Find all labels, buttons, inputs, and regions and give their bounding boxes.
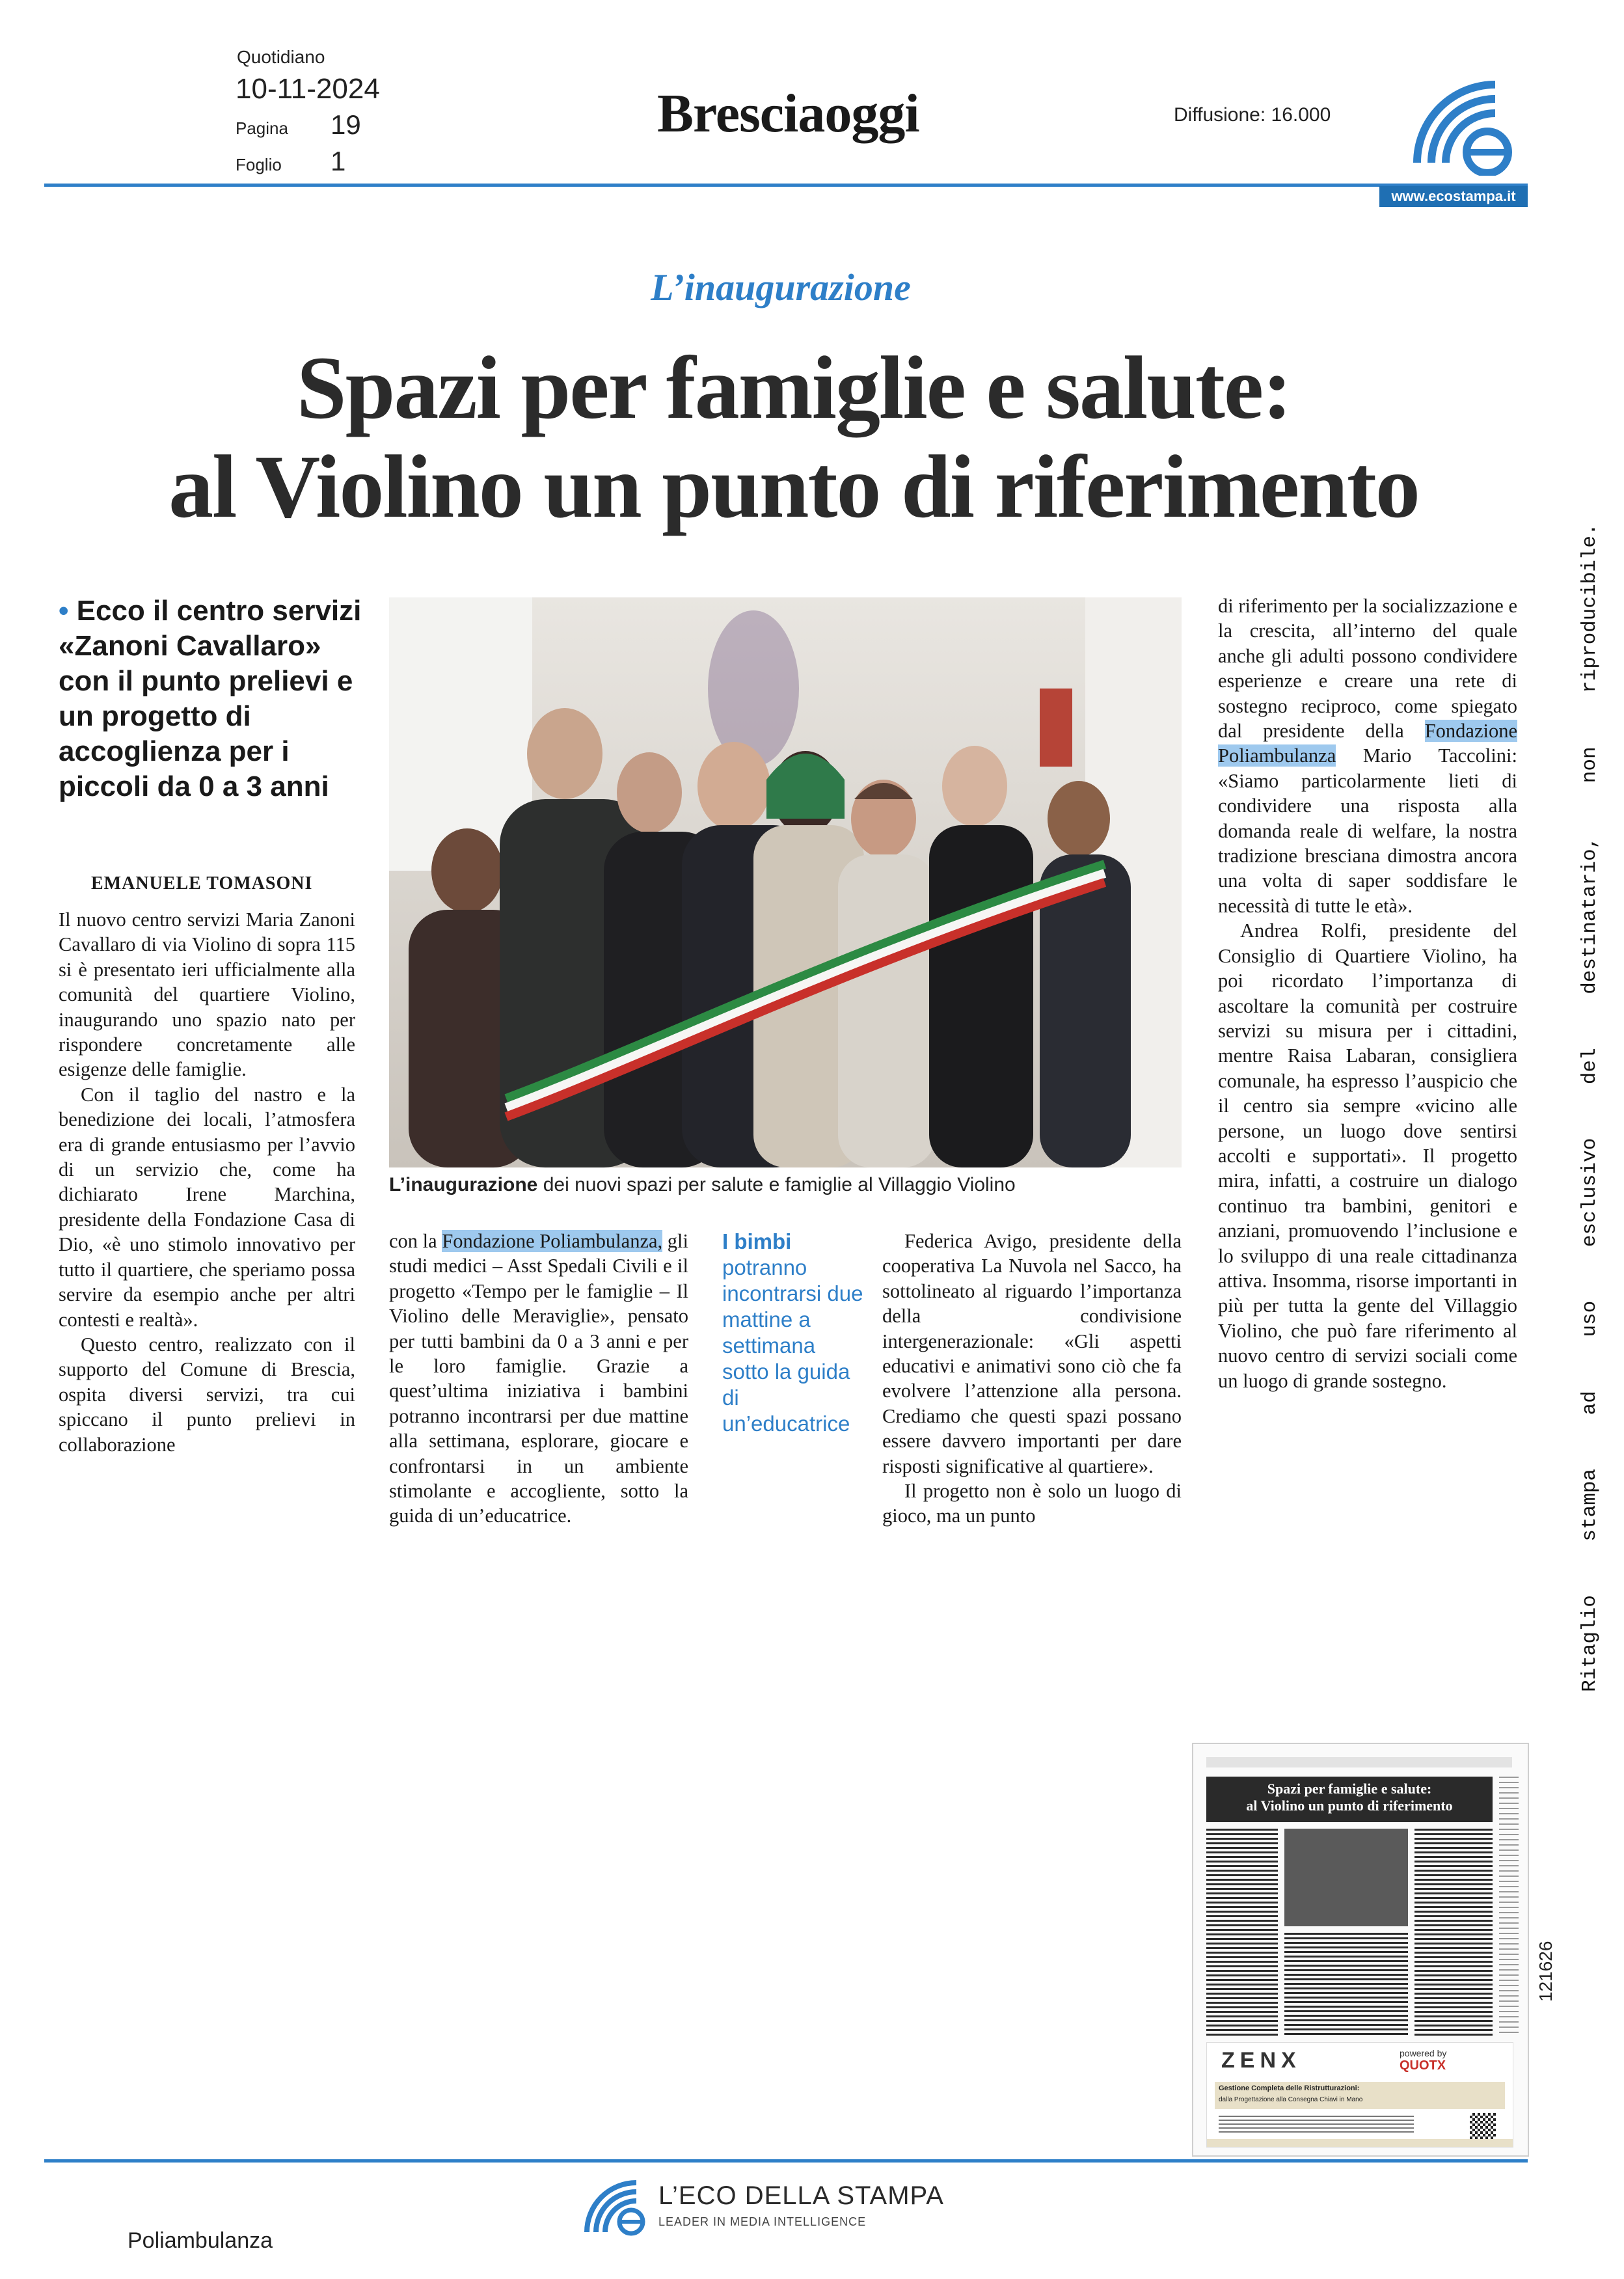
ribbon-cutting-photo <box>389 597 1182 1167</box>
website-label: www.ecostampa.it <box>1379 186 1528 207</box>
summary-text: Ecco il centro servizi «Zanoni Cavallaro» con il punto prelievi e un progetto di accoglienza per i piccoli da 0 a 3 anni <box>59 595 362 802</box>
qr-code-icon <box>1470 2113 1496 2139</box>
article-column-2 <box>389 1229 688 1529</box>
ecostampa-logo-icon <box>1411 65 1515 176</box>
paragraph <box>389 1229 688 1529</box>
headline-line-2: al Violino un punto di riferimento <box>169 437 1419 536</box>
article-headline <box>39 338 1549 536</box>
text-run: gli studi medici – Asst Spedali Civili e il progetto «Tempo per le famiglie – Il Violino delle Meraviglie», pensato per tutti bambini da 0 a 3 anni e per le loro famiglie. Grazie a quest’ultima iniziativa i bambini potranno incontrarsi per due mattine alla settimana, esplorare, giocare e confrontarsi in un ambiente stimolante e accogliente, sotto la guida di un’educatrice. <box>389 1230 688 1527</box>
publication-date: 10-11-2024 <box>236 73 380 105</box>
photo-caption <box>389 1174 1182 1196</box>
ecostampa-footer-icon <box>583 2176 648 2236</box>
clipping-code-text: 121626 <box>1536 1941 1556 2002</box>
footer-brand: L’ECO DELLA STAMPA <box>658 2181 944 2210</box>
text-run: di riferimento per la socializzazione e la crescita, all’interno del quale anche gli adulti possono condividere esperienze e creare una rete di sostegno reciproco, come spiegato dal presidente della <box>1218 595 1517 743</box>
caption-lead: L’inaugurazione <box>389 1174 538 1195</box>
article-summary <box>59 594 364 804</box>
article-kicker: L’inaugurazione <box>651 266 911 308</box>
reproduction-notice-text: Ritaglio stampa ad uso esclusivo del destinatario, non riproducibile. <box>1578 523 1601 1692</box>
sheet-label: Foglio <box>236 155 282 174</box>
thumbnail-photo <box>1284 1829 1408 1926</box>
client-name: Poliambulanza <box>128 2228 273 2253</box>
byline: EMANUELE TOMASONI <box>91 873 313 894</box>
thumbnail-ad <box>1206 2042 1513 2148</box>
ad-fine-print <box>1219 2116 1414 2135</box>
sheet-number: 1 <box>331 146 346 176</box>
paragraph: Il progetto non è solo un luogo di gioco, ma un punto <box>882 1480 1182 1527</box>
ad-subline: dalla Progettazione alla Consegna Chiavi in Mano <box>1219 2096 1363 2103</box>
reproduction-notice <box>1578 523 1604 1692</box>
paragraph: Andrea Rolfi, presidente del Consiglio di Quartiere Violino, ha poi ricordato l’importanza di ascoltare la comunità per costruire servizi su misura per i cittadini, mentre Raisa Labaran, consigliera comunale, ha espresso l’auspicio che il centro sia sempre «vicino alle persone, un luogo dove sentirsi accolti e supportati». Il progetto mira, infatti, a costruire un dialogo continuo tra bambini, genitori e anziani, promuovendo l’inclusione e lo sviluppo di una reale cittadinanza attiva. Insomma, risorse importanti in più per tutta la gente del Villaggio Violino, che può fare riferimento al nuovo centro di servizi sociali come un luogo di grande sostegno. <box>1218 920 1517 1392</box>
page-number: 19 <box>331 109 361 140</box>
paragraph: Federica Avigo, presidente della cooperativa La Nuvola nel Sacco, ha sottolineato al riguardo l’importanza della condivisione intergenerazionale: «Gli aspetti educativi e animativi sono ciò che fa evolvere l’attenzione alla persona. Crediamo che questi spazi possano essere davvero importanti per dare risposti significative al quartiere». <box>882 1230 1182 1477</box>
footer-divider <box>44 2159 1528 2163</box>
pull-quote-title: I bimbi <box>722 1229 792 1253</box>
paragraph: Con il taglio del nastro e la benedizione dei locali, l’atmosfera era di grande entusiasmo per l’avvio di un servizio che, come ha dichiarato Irene Marchina, presidente della Fondazione Casa di Dio, «è uno stimolo innovativo per tutto il quartiere, che speriamo possa servire da esempio anche per altri contesti e realtà». <box>59 1083 355 1331</box>
circulation: Diffusione: 16.000 <box>1174 104 1331 126</box>
thumbnail-headline <box>1208 1781 1491 1814</box>
article-photo <box>389 597 1182 1167</box>
thumbnail-header-bar <box>1206 1757 1512 1767</box>
caption-text: dei nuovi spazi per salute e famiglie al Villaggio Violino <box>543 1174 1016 1195</box>
paragraph <box>1218 594 1517 918</box>
thumbnail-side-column <box>1499 1777 1519 2037</box>
pull-quote <box>722 1229 865 1437</box>
paragraph: Questo centro, realizzato con il supporto del Comune di Brescia, ospita diversi servizi, tra cui spiccano il punto prelievi in collaborazione <box>59 1333 355 1456</box>
ad-powered-by: powered by <box>1400 2048 1447 2058</box>
thumbnail-headline-line-1: Spazi per famiglie e salute: <box>1267 1781 1432 1797</box>
highlighted-name: Fondazione Poliambulanza, <box>442 1230 663 1252</box>
newspaper-masthead: Bresciaoggi <box>657 83 919 144</box>
page-thumbnail <box>1192 1743 1529 2157</box>
article-column-4 <box>1218 594 1517 1393</box>
footer-logo <box>583 2176 648 2236</box>
type-label: Quotidiano <box>237 47 325 67</box>
article-column-3 <box>882 1229 1182 1529</box>
footer-tagline: LEADER IN MEDIA INTELLIGENCE <box>658 2215 867 2228</box>
clipping-code <box>1536 1926 1562 2004</box>
headline-line-1: Spazi per famiglie e salute: <box>296 338 1292 437</box>
ad-brand: ZENX <box>1221 2048 1301 2073</box>
pull-quote-text: potranno incontrarsi due mattine a settimana sotto la guida di un’educatrice <box>722 1255 863 1436</box>
article-column-1 <box>59 907 355 1457</box>
ecostampa-logo <box>1411 65 1515 176</box>
paragraph: Il nuovo centro servizi Maria Zanoni Cavallaro di via Violino di sopra 115 si è presentato ieri ufficialmente alla comunità del quartiere Violino, inaugurando uno spazio nato per rispondere concretamente alle esigenze delle famiglie. <box>59 908 355 1081</box>
thumbnail-text-block-right <box>1414 1829 1493 2037</box>
thumbnail-headline-line-2: al Violino un punto di riferimento <box>1246 1797 1453 1814</box>
highlighted-name: Fondazione Poliambulanza <box>1218 720 1517 767</box>
text-run: Mario Taccolini: «Siamo particolarmente lieti di condividere una risposta alla domanda reale di welfare, la nostra tradizione bresciana dimostra ancora una volta di saper soddisfare le necessità di tutte le età». <box>1218 744 1518 917</box>
text-run: con la <box>389 1230 437 1252</box>
thumbnail-text-block-left <box>1206 1829 1278 2037</box>
ad-tagline: Gestione Completa delle Ristrutturazioni: <box>1219 2084 1360 2092</box>
summary-bullet: • <box>59 595 69 627</box>
ad-footer-band <box>1207 2139 1513 2147</box>
ad-powered-brand: QUOTX <box>1400 2058 1446 2073</box>
thumbnail-text-block-middle <box>1284 1933 1408 2037</box>
header-divider <box>44 184 1528 187</box>
page-label: Pagina <box>236 118 288 138</box>
